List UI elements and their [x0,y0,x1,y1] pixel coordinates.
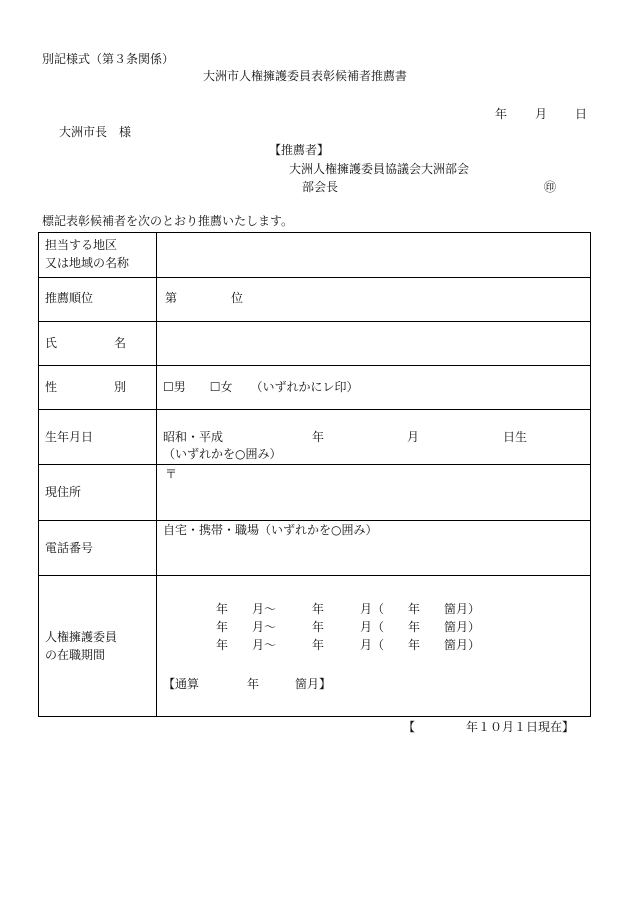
form-label: 別記様式（第３条関係） [42,52,175,66]
date-day: 日 [575,107,588,121]
date-month: 月 [535,107,548,121]
rank-label: 推薦順位 [45,291,94,305]
name-label-first: 氏 [45,336,58,350]
dob-day: 日生 [503,430,528,444]
tenure-label-line1: 人権擁護委員 [45,630,118,644]
seal-mark: ㊞ [544,180,557,194]
name-value-field[interactable] [157,322,590,365]
postal-mark: 〒 [165,467,178,481]
sex-options[interactable]: ☐男 ☐女 （いずれかにレ印） [163,380,359,394]
recommender-org: 大洲人権擁護委員協議会大洲部会 [289,162,470,176]
name-label-second: 名 [114,336,127,350]
district-label-line2: 又は地域の名称 [45,256,130,270]
dob-label: 生年月日 [45,430,94,444]
as-of-bracket-open: 【 [403,720,416,734]
column-divider [156,233,157,716]
tenure-total: 【通算 年 箇月】 [163,677,332,691]
dob-era-options[interactable]: 昭和・平成 [163,430,224,444]
district-value-field[interactable] [157,233,590,277]
address-value-field[interactable] [157,484,590,520]
document-title: 大洲市人権擁護委員表彰候補者推薦書 [203,69,408,83]
row-divider [39,409,590,410]
row-divider [39,520,590,521]
phone-label: 電話番号 [45,541,94,555]
tenure-row-3: 年 月～ 年 月（ 年 箇月） [216,638,481,652]
sex-label-second: 別 [114,380,127,394]
tenure-label-line2: の在職期間 [45,648,106,662]
addressee: 大洲市長 様 [59,125,132,139]
rank-prefix: 第 [165,291,178,305]
date-year: 年 [495,107,508,121]
recommendation-table [38,232,591,717]
tenure-row-2: 年 月～ 年 月（ 年 箇月） [216,620,481,634]
phone-options[interactable]: 自宅・携帯・職場（いずれかを○囲み） [163,523,378,537]
dob-note: （いずれかを○囲み） [163,447,282,461]
row-divider [39,464,590,465]
as-of-date: 年１０月１日現在】 [466,720,575,734]
tenure-row-1: 年 月～ 年 月（ 年 箇月） [216,602,481,616]
row-divider [39,277,590,278]
intro-text: 標記表彰候補者を次のとおり推薦いたします。 [42,214,294,228]
address-label: 現住所 [45,485,82,499]
recommender-heading: 【推薦者】 [269,143,330,157]
dob-year: 年 [312,430,325,444]
rank-suffix: 位 [231,291,244,305]
district-label-line1: 担当する地区 [45,238,118,252]
phone-value-field[interactable] [157,541,590,575]
row-divider [39,575,590,576]
sex-label-first: 性 [45,380,58,394]
dob-month: 月 [407,430,420,444]
recommender-role: 部会長 [302,180,339,194]
row-divider [39,365,590,366]
